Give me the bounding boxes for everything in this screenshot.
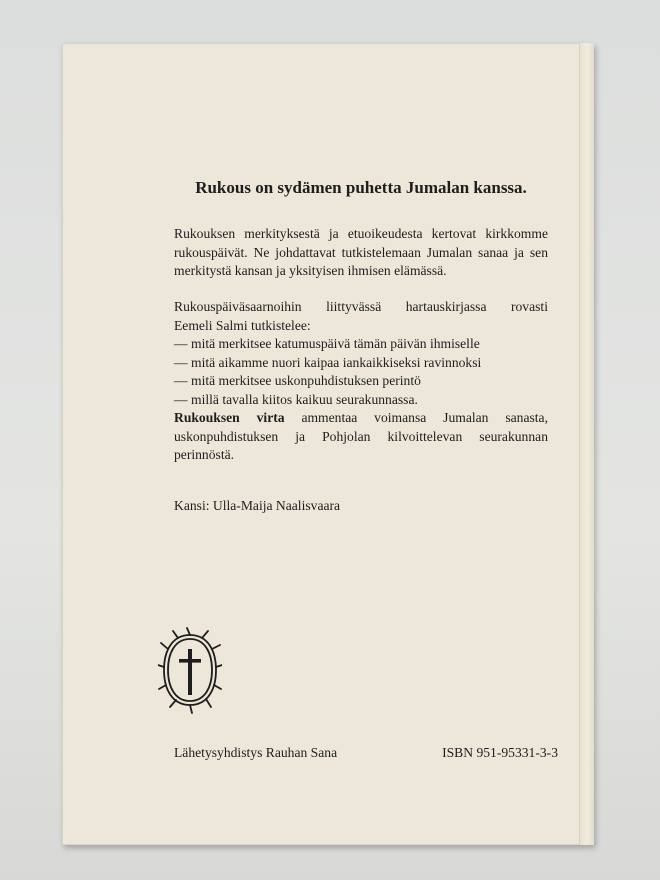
virta-text: ammentaa voimansa Jumalan sanasta, uskonpuhdistuksen ja Pohjolan kilvoittelevan seurakunnan perinnöstä. (174, 410, 548, 462)
book-title-bold: Rukouksen virta (174, 410, 285, 425)
topic-item: — mitä aikamme nuori kaipaa iankaikkiseksi ravinnoksi (174, 354, 482, 370)
topics-intro-line-2: Eemeli Salmi tutkistelee: (174, 317, 311, 333)
topic-item: — millä tavalla kiitos kaikuu seurakunnassa. (174, 391, 418, 407)
intro-paragraph: Rukouksen merkityksestä ja etuoikeudesta kertovat kirkkomme rukouspäivät. Ne johdattavat tutkistelemaan Jumalan sanaa ja sen merkitystä kansan ja yksityisen ihmisen elämässä. (174, 226, 548, 278)
topic-item: — mitä merkitsee katumuspäivä tämän päivän ihmiselle (174, 336, 480, 351)
topics-intro-line-1: Rukouspäiväsaarnoihin liittyvässä hartauskirjassa rovasti (174, 299, 548, 314)
tagline: Rukous on sydämen puhetta Jumalan kanssa. (195, 178, 527, 197)
spine-edge (579, 43, 594, 845)
cross-in-crown-of-thorns-icon (158, 625, 222, 715)
publisher-name: Lähetysyhdistys Rauhan Sana (174, 745, 338, 760)
cover-credit: Kansi: Ulla-Maija Naalisvaara (174, 498, 341, 513)
isbn: ISBN 951-95331-3-3 (442, 745, 558, 760)
topic-item: — mitä merkitsee uskonpuhdistuksen perintö (174, 373, 421, 388)
virta-paragraph (174, 409, 548, 465)
book-back-cover (62, 43, 594, 845)
topics-paragraph (174, 298, 548, 409)
